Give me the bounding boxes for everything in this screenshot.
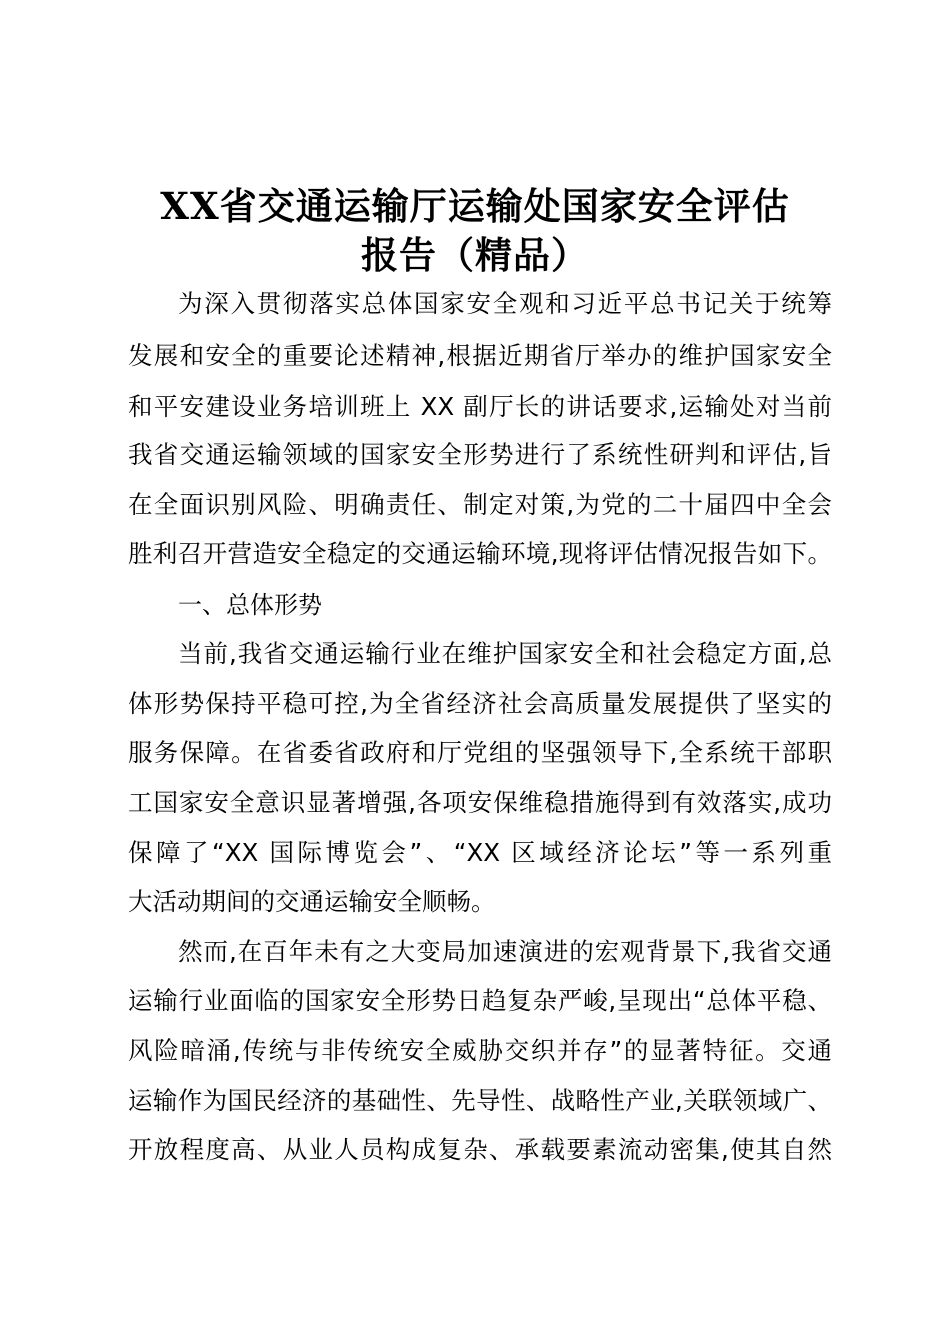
paragraph-3-line: 运输行业面临的国家安全形势日趋复杂严峻,呈现出“总体平稳、 xyxy=(128,986,832,1015)
document-title-line-1: XX省交通运输厅运输处国家安全评估 xyxy=(160,184,790,228)
paragraph-2-line: 工国家安全意识显著增强,各项安保维稳措施得到有效落实,成功 xyxy=(128,788,832,817)
paragraph-3-line: 开放程度高、从业人员构成复杂、承载要素流动密集,使其自然 xyxy=(128,1135,832,1164)
paragraph-3-line: 然而,在百年未有之大变局加速演进的宏观背景下,我省交通 xyxy=(178,937,832,966)
paragraph-3-line: 运输作为国民经济的基础性、先导性、战略性产业,关联领域广、 xyxy=(128,1086,832,1115)
document-title-line-2: 报告（精品） xyxy=(361,233,589,277)
paragraph-1-line: 在全面识别风险、明确责任、制定对策,为党的二十届四中全会 xyxy=(128,490,832,519)
paragraph-1-line: 为深入贯彻落实总体国家安全观和习近平总书记关于统筹 xyxy=(178,289,832,318)
paragraph-2-line: 保障了“XX 国际博览会”、“XX 区域经济论坛”等一系列重 xyxy=(128,838,832,867)
paragraph-1-line: 发展和安全的重要论述精神,根据近期省厅举办的维护国家安全 xyxy=(128,341,832,370)
paragraph-2-line: 服务保障。在省委省政府和厅党组的坚强领导下,全系统干部职 xyxy=(128,738,832,767)
paragraph-2-line: 大活动期间的交通运输安全顺畅。 xyxy=(128,887,496,916)
paragraph-2-line: 当前,我省交通运输行业在维护国家安全和社会稳定方面,总 xyxy=(178,639,832,668)
paragraph-1-line: 胜利召开营造安全稳定的交通运输环境,现将评估情况报告如下。 xyxy=(128,539,832,568)
paragraph-1-line: 和平安建设业务培训班上 XX 副厅长的讲话要求,运输处对当前 xyxy=(128,392,832,421)
paragraph-2-line: 体形势保持平稳可控,为全省经济社会高质量发展提供了坚实的 xyxy=(128,689,832,718)
paragraph-1-line: 我省交通运输领域的国家安全形势进行了系统性研判和评估,旨 xyxy=(128,440,832,469)
paragraph-3-line: 风险暗涌,传统与非传统安全威胁交织并存”的显著特征。交通 xyxy=(128,1036,832,1065)
section-heading: 一、总体形势 xyxy=(178,591,322,619)
